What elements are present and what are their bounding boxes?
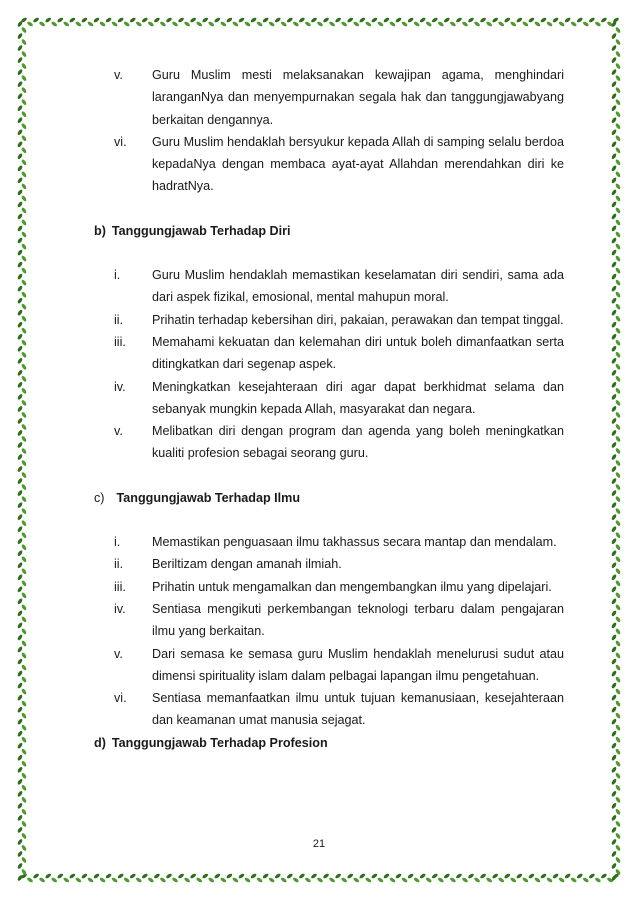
page-number: 21 — [312, 838, 326, 850]
item-number: v. — [114, 424, 123, 439]
item-text: Guru Muslim mesti melaksanakan kewajipan agama, menghindari laranganNya dan menyempurnakan segala hak dan tanggungjawabyang berkaitan dengannya. — [152, 68, 564, 127]
section-heading — [94, 220, 564, 242]
list-item — [94, 576, 564, 598]
list-item — [94, 131, 564, 198]
item-number: v. — [114, 646, 123, 661]
item-text: Guru Muslim hendaklah bersyukur kepada Allah di samping selalu berdoa kepadaNya dengan membaca ayat-ayat Allahdan merendahkan diri ke hadratNya. — [152, 134, 564, 194]
item-number: i. — [114, 268, 121, 283]
list-item — [94, 420, 564, 465]
item-number: i. — [114, 535, 121, 550]
section-heading — [94, 487, 564, 509]
page-content — [94, 64, 564, 754]
item-number: iii. — [114, 334, 126, 349]
item-text: Dari semasa ke semasa guru Muslim hendaklah menelurusi sudut atau dimensi spirituality islam dalam pelbagai lapangan ilmu pengetahuan. — [152, 646, 564, 683]
list-item — [94, 643, 564, 688]
heading-prefix: b) — [94, 223, 106, 238]
item-number: vi. — [114, 691, 127, 706]
item-text: Memahami kekuatan dan kelemahan diri untuk boleh dimanfaatkan serta ditingkatkan dari segenap aspek. — [152, 334, 564, 372]
list-item — [94, 264, 564, 309]
list-item — [94, 531, 564, 553]
item-number: iv. — [114, 601, 126, 616]
list-item — [94, 376, 564, 421]
list-item — [94, 64, 564, 131]
item-text: Beriltizam dengan amanah ilmiah. — [152, 557, 342, 572]
item-number: ii. — [114, 557, 124, 572]
list-item — [94, 687, 564, 732]
item-text: Sentiasa mengikuti perkembangan teknologi terbaru dalam pengajaran ilmu yang berkaitan. — [152, 601, 564, 639]
item-text: Guru Muslim hendaklah memastikan keselamatan diri sendiri, sama ada dari aspek fizikal, emosional, mental mahupun moral. — [152, 268, 564, 305]
heading-prefix: d) — [94, 735, 106, 750]
item-text: Prihatin untuk mengamalkan dan mengembangkan ilmu yang dipelajari. — [152, 579, 552, 594]
section-heading — [94, 732, 564, 754]
item-text: Sentiasa memanfaatkan ilmu untuk tujuan kemanusiaan, kesejahteraan dan keamanan umat manusia sejagat. — [152, 691, 564, 728]
item-number: v. — [114, 68, 123, 82]
list-item — [94, 598, 564, 643]
item-text: Prihatin terhadap kebersihan diri, pakaian, perawakan dan tempat tinggal. — [152, 312, 564, 327]
item-number: vi. — [114, 134, 127, 149]
list-item — [94, 309, 564, 331]
item-text: Melibatkan diri dengan program dan agenda yang boleh meningkatkan kualiti profesion sebagai seorang guru. — [152, 424, 564, 461]
item-text: Memastikan penguasaan ilmu takhassus secara mantap dan mendalam. — [152, 535, 557, 550]
heading-title: Tanggungjawab Terhadap Profesion — [111, 735, 328, 750]
list-item — [94, 553, 564, 575]
item-number: iv. — [114, 379, 126, 394]
heading-title: Tanggungjawab Terhadap Ilmu — [116, 490, 301, 505]
heading-prefix: c) — [94, 490, 105, 505]
item-text: Meningkatkan kesejahteraan diri agar dapat berkhidmat selama dan sebanyak mungkin kepada Allah, masyarakat dan negara. — [152, 379, 564, 416]
heading-title: Tanggungjawab Terhadap Diri — [111, 223, 291, 238]
item-number: iii. — [114, 579, 126, 594]
list-item — [94, 331, 564, 376]
item-number: ii. — [114, 312, 124, 327]
